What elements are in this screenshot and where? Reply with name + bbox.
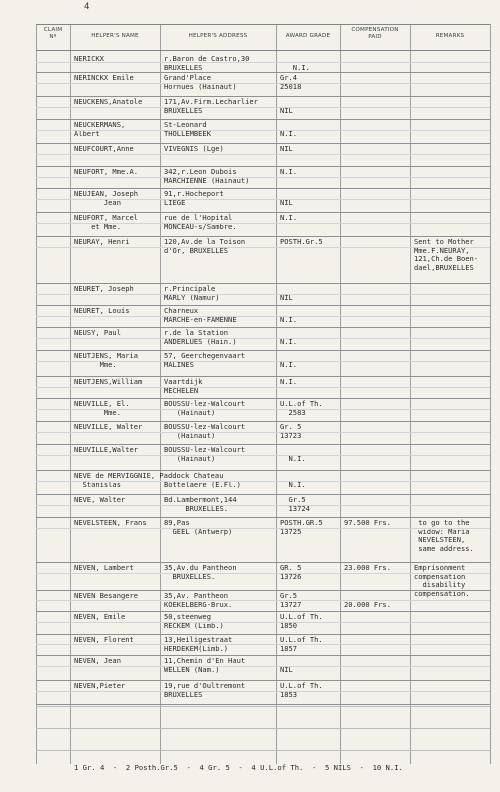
helper-address-cell: BOUSSU-lez-Walcourt (Hainaut): [164, 399, 246, 417]
helper-address-cell: 120,Av.de la Toison d'Or, BRUXELLES: [164, 237, 246, 255]
helper-name-cell: NEUVILLE,Walter: [74, 445, 139, 454]
award-grade-cell: POSTH.GR.5 13725: [280, 518, 323, 536]
header-claim: [36, 27, 70, 40]
helper-name-cell: NEUVILLE, El. Mme.: [74, 399, 130, 417]
row-guide-rule: [36, 409, 490, 410]
award-grade-cell: Gr.5 13727: [280, 591, 302, 609]
helper-address-cell: 35,Av. Pantheon KOEKELBERG-Brux.: [164, 591, 233, 609]
header-claim-no-label: Nº: [49, 33, 57, 40]
row-guide-rule: [36, 223, 490, 224]
row-guide-rule: [36, 130, 490, 131]
column-rule: [410, 24, 411, 764]
award-grade-cell: Gr. 5 13723: [280, 422, 302, 440]
helper-address-cell: r.Principale MARLY (Namur): [164, 284, 220, 302]
helper-address-cell: 57, Geerchegenvaart MALINES: [164, 351, 246, 369]
award-grade-cell: GR. 5 13726: [280, 563, 302, 581]
header-compensation-label: COMPENSATION: [351, 27, 399, 33]
award-grade-cell: U.L.of Th. 1857: [280, 635, 323, 653]
column-rule: [36, 24, 37, 764]
row-guide-rule: [36, 505, 490, 506]
helper-name-cell: NEURET, Louis: [74, 306, 130, 315]
award-grade-cell: Gr.5 13724: [288, 495, 310, 513]
remarks-cell: to go to the widow: Maria NEVELSTEEN, same address.: [418, 518, 474, 553]
helper-name-cell: NEUTJENS, Maria Mme.: [74, 351, 139, 369]
award-grade-cell: NIL: [280, 664, 293, 674]
remarks-cell: Sent to Mother Mme.F.NEURAY, 121,Ch.de Boen- dael,BRUXELLES: [414, 237, 479, 272]
row-guide-rule: [36, 481, 490, 482]
award-grade-cell: N.I.: [288, 479, 306, 489]
helper-name-cell: NEVELSTEEN, Frans: [74, 518, 147, 527]
row-guide-rule: [36, 199, 490, 200]
row-guide-rule: [36, 528, 490, 529]
row-guide-rule: [36, 316, 490, 317]
column-rule: [160, 24, 161, 764]
helper-name-cell: NEVEN Besangere: [74, 591, 139, 600]
header-compensation-paid-label: PAID: [368, 33, 382, 40]
award-grade-cell: NIL: [280, 197, 293, 207]
helper-name-cell: NEVEN, Lambert: [74, 563, 134, 572]
helper-name-cell: NEUCKENS,Anatole: [74, 97, 143, 106]
page-number: 4: [84, 2, 90, 12]
column-rule: [276, 24, 277, 764]
helper-address-cell: St-Leonard THOLLEMBEEK: [164, 120, 211, 138]
row-guide-rule: [36, 455, 490, 456]
empty-row-rule: [36, 750, 490, 751]
helper-name-cell: NEUFORT, Marcel et Mme.: [74, 213, 139, 231]
helper-name-cell: NEVEN, Emile: [74, 612, 126, 621]
row-guide-rule: [36, 338, 490, 339]
row-guide-rule: [36, 361, 490, 362]
helper-name-cell: NEVE de MERVIGGNIE, Paddock Chateau Stanislas: [74, 471, 224, 489]
header-helper-address: HELPER'S ADDRESS: [188, 33, 248, 39]
row-guide-rule: [36, 177, 490, 178]
header-claim-label: CLAIM: [43, 27, 63, 33]
header-remarks: REMARKS: [435, 33, 465, 39]
row-guide-rule: [36, 154, 490, 155]
column-rule: [490, 24, 491, 764]
award-grade-cell: NIL: [280, 105, 293, 115]
row-guide-rule: [36, 600, 490, 601]
helper-address-cell: 13,Heiligestraat HERDEKEM(Limb.): [164, 635, 233, 653]
header-award-grade: AWARD GRADE: [285, 33, 331, 39]
helper-address-cell: 91,r.Hocheport LIEGE: [164, 189, 224, 207]
award-grade-cell: POSTH.Gr.5: [280, 237, 323, 246]
empty-row-rule: [36, 728, 490, 729]
column-rule: [70, 24, 71, 764]
helper-address-cell: BOUSSU-lez-Walcourt (Hainaut): [164, 445, 246, 463]
helper-address-cell: 35,Av.du Pantheon BRUXELLES.: [164, 563, 237, 581]
helper-name-cell: NEUCKERMANS, Albert: [74, 120, 126, 138]
helper-name-cell: NEUSY, Paul: [74, 328, 121, 337]
award-grade-cell: N.I.: [288, 453, 306, 463]
award-grade-cell: U.L.of Th. 1850: [280, 612, 323, 630]
award-grade-cell: U.L.of Th. 1853: [280, 681, 323, 699]
helper-name-cell: NEVEN, Florent: [74, 635, 134, 644]
compensation-cell: 20.000 Frs.: [344, 599, 391, 609]
helper-name-cell: NEUVILLE, Walter: [74, 422, 143, 431]
helper-address-cell: VIVEGNIS (Lge): [164, 144, 224, 153]
row-guide-rule: [36, 387, 490, 388]
helper-address-cell: 89,Pas GEEL (Antwerp): [164, 518, 233, 536]
row-guide-rule: [36, 62, 490, 63]
row-guide-rule: [36, 644, 490, 645]
helper-address-cell: rue de l'Hopital MONCEAU-s/Sambre.: [164, 213, 237, 231]
row-guide-rule: [36, 432, 490, 433]
helper-name-cell: NEVE, Walter: [74, 495, 126, 504]
helper-address-cell: Charneux MARCHE-en-FAMENNE: [164, 306, 237, 324]
helper-address-cell: Bottelaere (E.Fl.): [164, 479, 241, 489]
helper-address-cell: BOUSSU-lez-Walcourt (Hainaut): [164, 422, 246, 440]
row-guide-rule: [36, 247, 490, 248]
helper-name-cell: NEVEN, Jean: [74, 656, 121, 665]
helper-address-cell: Grand'Place Hornues (Hainaut): [164, 73, 237, 91]
compensation-cell: 23.000 Frs.: [344, 563, 391, 572]
helper-address-cell: r.de la Station ANDERLUES (Hain.): [164, 328, 237, 346]
row-guide-rule: [36, 573, 490, 574]
helper-name-cell: NEVEN,Pieter: [74, 681, 126, 690]
helper-address-cell: Vaartdijk MECHELEN: [164, 377, 203, 395]
header-bottom-rule: [36, 50, 490, 51]
helper-address-cell: 50,steenweg RECKEM (Limb.): [164, 612, 224, 630]
compensation-cell: 97.500 Frs.: [344, 518, 391, 527]
helper-address-cell: 11,Chemin d'En Haut WELLEN (Nam.): [164, 656, 246, 674]
helper-address-cell: 342,r.Leon Dubois MARCHIENNE (Hainaut): [164, 167, 250, 185]
award-grade-cell: N.I.: [292, 62, 310, 72]
award-grade-cell: N.I.: [280, 167, 298, 176]
header-compensation: [340, 27, 410, 40]
award-grade-cell: N.I.: [280, 213, 298, 222]
award-grade-cell: NIL: [280, 292, 293, 302]
helper-address-cell: Bd.Lambermont,144 BRUXELLES.: [164, 495, 237, 513]
helper-name-cell: NEUFCOURT,Anne: [74, 144, 134, 153]
helper-name-cell: NERICKX: [74, 54, 104, 63]
helper-name-cell: NEURAY, Henri: [74, 237, 130, 246]
row-rule: [36, 704, 490, 705]
helper-address-cell: r.Baron de Castro,30 BRUXELLES: [164, 54, 250, 72]
row-guide-rule: [36, 691, 490, 692]
row-guide-rule: [36, 83, 490, 84]
row-guide-rule: [36, 622, 490, 623]
helper-address-cell: 19,rue d'Oultremont BRUXELLES: [164, 681, 246, 699]
award-grade-cell: N.I.: [280, 359, 298, 369]
helper-address-cell: 171,Av.Firm.Lecharlier BRUXELLES: [164, 97, 258, 115]
row-guide-rule: [36, 666, 490, 667]
award-grade-cell: N.I.: [280, 336, 298, 346]
helper-name-cell: NEUTJENS,William: [74, 377, 143, 386]
empty-row-rule: [36, 706, 490, 707]
award-grade-cell: NIL: [280, 144, 293, 153]
award-grade-cell: U.L.of Th. 2583: [280, 399, 323, 417]
row-guide-rule: [36, 107, 490, 108]
helper-name-cell: NERINCKX Emile: [74, 73, 134, 82]
row-guide-rule: [36, 294, 490, 295]
header-helper-name: HELPER'S NAME: [91, 33, 139, 39]
helper-name-cell: NEUJEAN, Joseph Jean: [74, 189, 139, 207]
award-grade-cell: N.I.: [280, 314, 298, 324]
helper-name-cell: NEURET, Joseph: [74, 284, 134, 293]
header-top-rule: [36, 24, 490, 25]
award-grade-cell: N.I.: [280, 377, 298, 386]
helper-name-cell: NEUFORT, Mme.A.: [74, 167, 139, 176]
award-grade-cell: Gr.4 25018: [280, 73, 302, 91]
summary-footer: 1 Gr. 4 - 2 Posth.Gr.5 - 4 Gr. 5 - 4 U.L.of Th. - 5 NILS - 10 N.I.: [74, 763, 403, 772]
remarks-cell: Emprisonment compensation disability compensation.: [414, 563, 470, 598]
award-grade-cell: N.I.: [280, 128, 298, 138]
